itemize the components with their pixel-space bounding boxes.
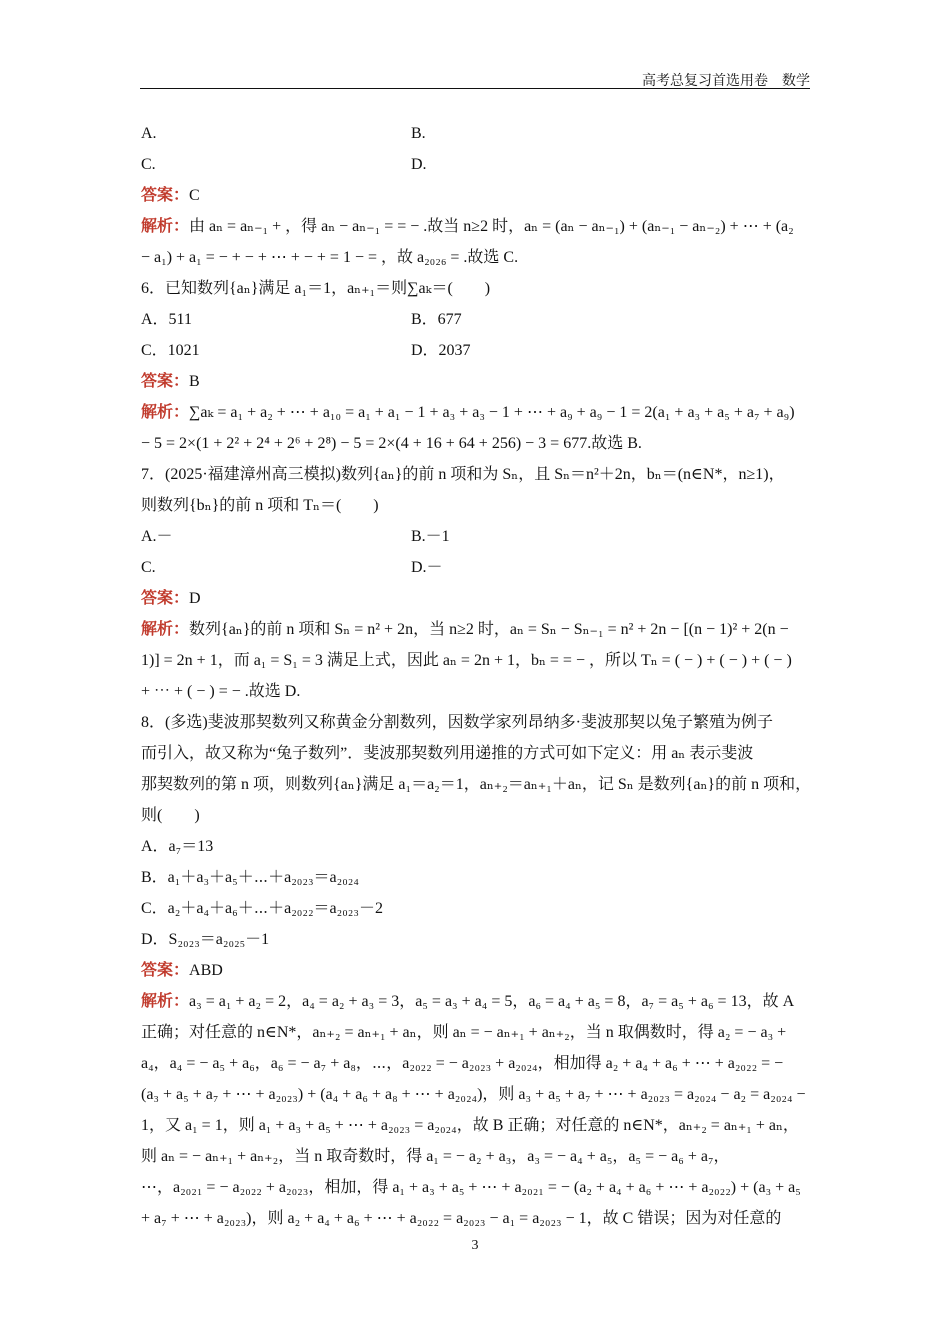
page-number: 3 [471, 1238, 479, 1253]
q5-answer-value: C [189, 187, 200, 204]
q8-stem-line-3: 那契数列的第 n 项，则数列{aₙ}满足 a₁＝a₂＝1，aₙ₊₂＝aₙ₊₁＋aₙ，记 Sₙ 是数列{aₙ}的前 n 项和， [141, 776, 811, 793]
q7-option-b: B.－1 [411, 528, 450, 545]
q8-stem-line-1: 8．(多选)斐波那契数列又称黄金分割数列，因数学家列昂纳多·斐波那契以兔子繁殖为例子 [141, 714, 773, 731]
q6-option-b: B．677 [411, 311, 462, 328]
q8-analysis-line-7: ⋯，a₂₀₂₁ = − a₂₀₂₂ + a₂₀₂₃，相加，得 a₁ + a₃ + a₅ + ⋯ + a₂₀₂₁ = − (a₂ + a₄ + a₆ + ⋯ + a₂₀₂₂) + (a₃ + a₅ [141, 1179, 801, 1196]
q7-answer-label: 答案： [141, 590, 190, 607]
q6-options-row-2 [141, 335, 811, 366]
q5-option-d: D. [411, 156, 427, 173]
q5-analysis-line-2: − a₁) + a₁ = − + − + ⋯ + − + = 1 − = ，故 a₂₀₂₆ = .故选 C. [141, 249, 519, 266]
q6-analysis-line-1 [141, 397, 811, 428]
q8-analysis-line-2: 正确；对任意的 n∈N*，aₙ₊₂ = aₙ₊₁ + aₙ，则 aₙ = − aₙ₊₁ + aₙ₊₂，当 n 取偶数时，得 a₂ = − a₃ + [141, 1024, 787, 1041]
q7-analysis-text: 数列{aₙ}的前 n 项和 Sₙ = n² + 2n，当 n≥2 时，aₙ = Sₙ − Sₙ₋₁ = n² + 2n − [(n − 1)² + 2(n − [189, 621, 789, 638]
q7-answer [141, 583, 811, 614]
q6-analysis-text: ∑aₖ = a₁ + a₂ + ⋯ + a₁₀ = a₁ + a₁ − 1 + a₃ + a₃ − 1 + ⋯ + a₉ + a₉ − 1 = 2(a₁ + a₃ + a₅ + a₇ + a₉) [189, 404, 795, 421]
q5-option-c: C. [141, 156, 156, 173]
q8-option-c: C．a₂＋a₄＋a₆＋⋯＋a₂₀₂₂＝a₂₀₂₃－2 [141, 900, 383, 917]
q8-analysis-line-3: a₄，a₄ = − a₅ + a₆，a₆ = − a₇ + a₈，⋯，a₂₀₂₂ = − a₂₀₂₃ + a₂₀₂₄，相加得 a₂ + a₄ + a₆ + ⋯ + a₂₀₂₂ = − [141, 1055, 784, 1072]
q8-analysis-line-6: 则 aₙ = − aₙ₊₁ + aₙ₊₂，当 n 取奇数时，得 a₁ = − a₂ + a₃，a₃ = − a₄ + a₅，a₅ = − a₆ + a₇， [141, 1148, 730, 1165]
q5-answer [141, 180, 811, 211]
q8-answer-value: ABD [189, 962, 223, 979]
q6-stem: 6．已知数列{aₙ}满足 a₁＝1，aₙ₊₁＝则∑aₖ＝( ) [141, 280, 491, 297]
q7-stem-line-2: 则数列{bₙ}的前 n 项和 Tₙ＝( ) [141, 497, 379, 514]
q6-answer [141, 366, 811, 397]
q5-analysis-label: 解析： [141, 218, 190, 235]
q6-options-row-1 [141, 304, 811, 335]
q5-analysis-text: 由 aₙ = aₙ₋₁ + ，得 aₙ − aₙ₋₁ = = − .故当 n≥2 时，aₙ = (aₙ − aₙ₋₁) + (aₙ₋₁ − aₙ₋₂) + ⋯ + (a₂ [189, 218, 794, 235]
q8-option-b: B．a₁＋a₃＋a₅＋⋯＋a₂₀₂₃＝a₂₀₂₄ [141, 869, 359, 886]
q7-analysis-label: 解析： [141, 621, 190, 638]
q6-option-c: C．1021 [141, 342, 200, 359]
q7-analysis-line-2: 1)] = 2n + 1，而 a₁ = S₁ = 3 满足上式，因此 aₙ = 2n + 1，bₙ = = − ，所以 Tₙ = ( − ) + ( − ) + ( − ) [141, 652, 792, 669]
q7-option-a: A.－ [141, 528, 173, 545]
q5-option-a: A. [141, 125, 157, 142]
q6-answer-label: 答案： [141, 373, 190, 390]
q7-stem-line-1: 7．(2025·福建漳州高三模拟)数列{aₙ}的前 n 项和为 Sₙ，且 Sₙ＝n²＋2n，bₙ＝(n∈N*，n≥1)， [141, 466, 785, 483]
q7-option-d: D.－ [411, 559, 443, 576]
q8-analysis-line-4: (a₃ + a₅ + a₇ + ⋯ + a₂₀₂₃) + (a₄ + a₆ + a₈ + ⋯ + a₂₀₂₄)，则 a₃ + a₅ + a₇ + ⋯ + a₂₀₂₃ = a₂₀₂₄ − a₂ = a₂₀₂₄ − [141, 1086, 806, 1103]
q7-options-row-1 [141, 521, 811, 552]
q6-option-d: D．2037 [411, 342, 471, 359]
q5-analysis-line-1 [141, 211, 811, 242]
header-rule [140, 88, 810, 89]
q8-stem-line-4: 则( ) [141, 807, 200, 824]
q7-option-c: C. [141, 559, 156, 576]
q6-option-a: A．511 [141, 311, 192, 328]
q8-option-d: D．S₂₀₂₃＝a₂₀₂₅－1 [141, 931, 270, 948]
q8-analysis-line-8: + a₇ + ⋯ + a₂₀₂₃)，则 a₂ + a₄ + a₆ + ⋯ + a₂₀₂₂ = a₂₀₂₃ − a₁ = a₂₀₂₃ − 1，故 C 错误；因为对任意的 [141, 1210, 782, 1227]
q7-options-row-2 [141, 552, 811, 583]
q8-option-a: A．a₇＝13 [141, 838, 214, 855]
q5-answer-label: 答案： [141, 187, 190, 204]
q5-option-b: B. [411, 125, 426, 142]
q8-answer-label: 答案： [141, 962, 190, 979]
q8-answer [141, 955, 811, 986]
q7-analysis-line-1 [141, 614, 811, 645]
q6-analysis-line-2: − 5 = 2×(1 + 2² + 2⁴ + 2⁶ + 2⁸) − 5 = 2×(4 + 16 + 64 + 256) − 3 = 677.故选 B. [141, 435, 642, 452]
q5-options-row-2 [141, 149, 811, 180]
q6-answer-value: B [189, 373, 200, 390]
q6-analysis-label: 解析： [141, 404, 190, 421]
page-content [141, 118, 811, 1234]
q8-analysis-text: a₃ = a₁ + a₂ = 2，a₄ = a₂ + a₃ = 3，a₅ = a₃ + a₄ = 5，a₆ = a₄ + a₅ = 8，a₇ = a₅ + a₆ = 13，故 A [189, 993, 795, 1010]
q5-options-row-1 [141, 118, 811, 149]
header-title: 高考总复习首选用卷 数学 [642, 74, 810, 89]
q8-analysis-line-1 [141, 986, 811, 1017]
q7-answer-value: D [189, 590, 201, 607]
q8-stem-line-2: 而引入，故又称为“兔子数列”．斐波那契数列用递推的方式可如下定义：用 aₙ 表示斐波 [141, 745, 754, 762]
q8-analysis-line-5: 1，又 a₁ = 1，则 a₁ + a₃ + a₅ + ⋯ + a₂₀₂₃ = a₂₀₂₄，故 B 正确；对任意的 n∈N*，aₙ₊₂ = aₙ₊₁ + aₙ， [141, 1117, 799, 1134]
q8-analysis-label: 解析： [141, 993, 190, 1010]
q7-analysis-line-3: + ⋯ + ( − ) = − .故选 D. [141, 683, 301, 700]
